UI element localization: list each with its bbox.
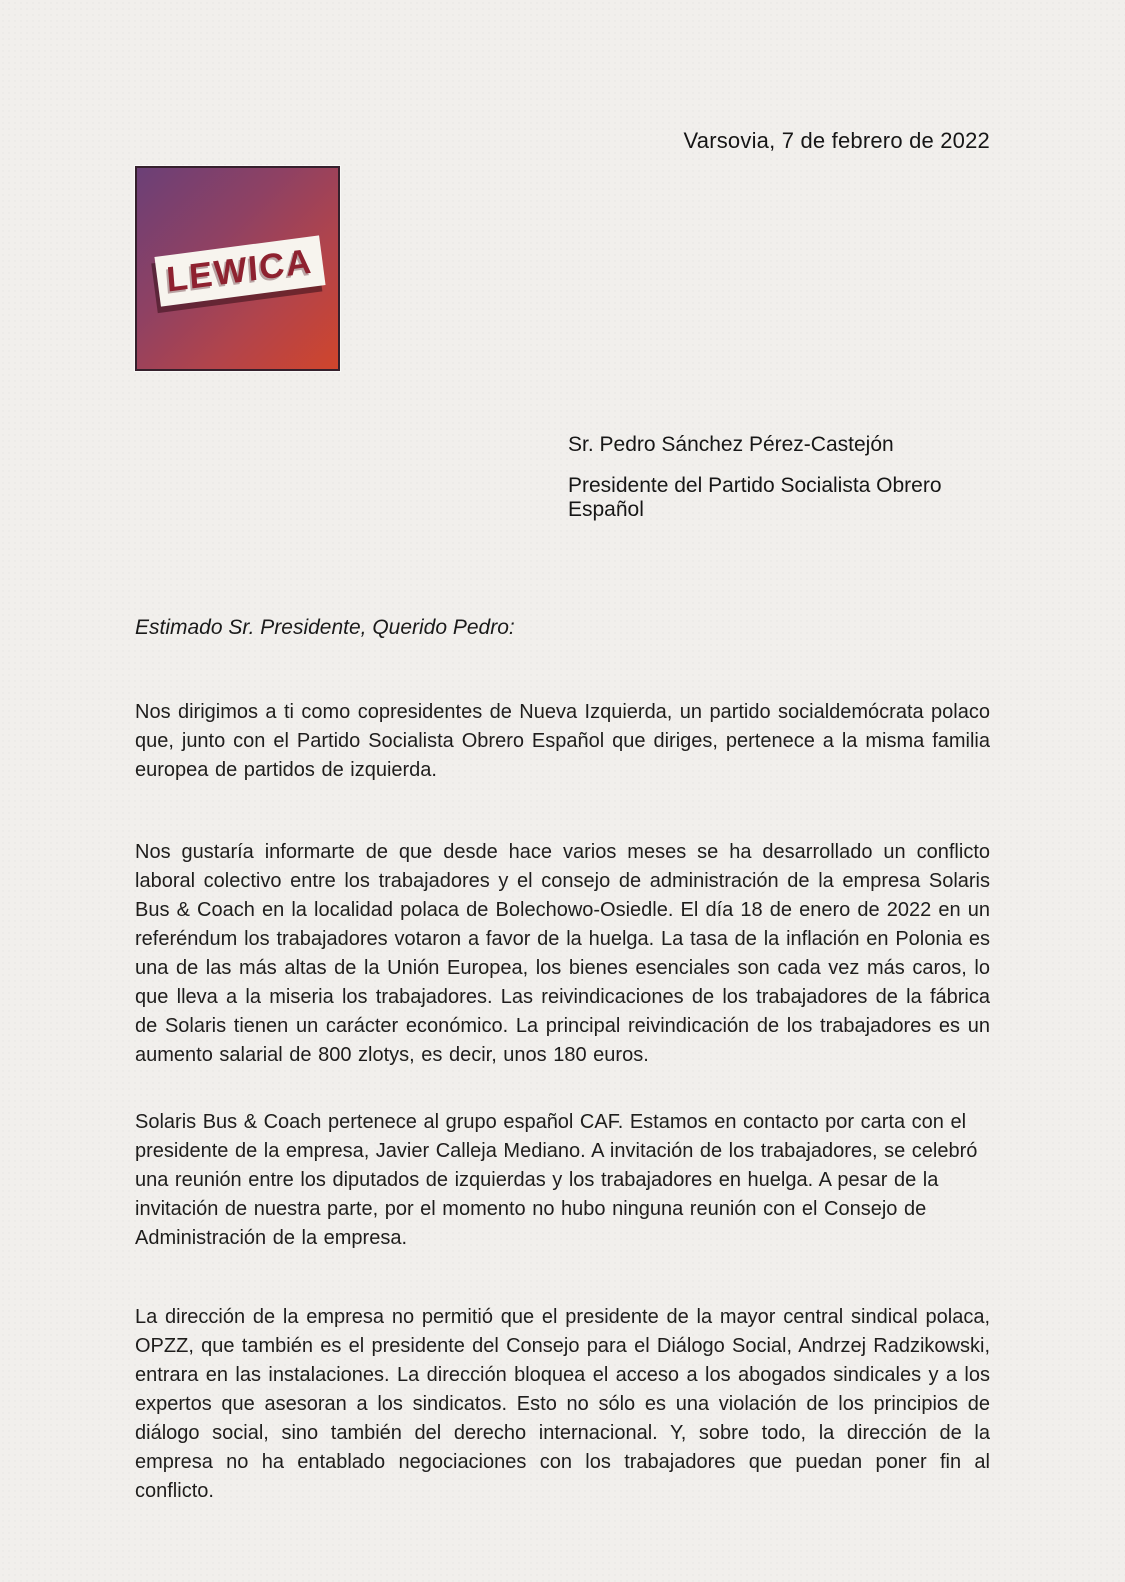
lewica-logo-banner [154, 235, 325, 306]
salutation: Estimado Sr. Presidente, Querido Pedro: [135, 616, 515, 639]
lewica-logo [135, 166, 340, 371]
paragraph-management-actions: La dirección de la empresa no permitió que el presidente de la mayor central sindical polaca, OPZZ, que también es el presidente del Consejo para el Diálogo Social, Andrzej Radzikowski, entrara en las instalaciones. La dirección bloquea el acceso a los abogados sindicales y a los expertos que asesoran a los sindicatos. Esto no sólo es una violación de los principios de diálogo social, sino también del derecho internacional. Y, sobre todo, la dirección de la empresa no ha entablado negociaciones con los trabajadores que puedan poner fin al conflicto. [135, 1306, 990, 1502]
paragraph-introduction: Nos dirigimos a ti como copresidentes de Nueva Izquierda, un partido socialdemócrata polaco que, junto con el Partido Socialista Obrero Español que diriges, pertenece a la misma familia europea de partidos de izquierda. [135, 701, 990, 781]
recipient-block [135, 433, 990, 522]
lewica-logo-text: LEWICA [165, 241, 315, 300]
recipient-name: Sr. Pedro Sánchez Pérez-Castejón [568, 433, 894, 456]
paragraph-caf-contact: Solaris Bus & Coach pertenece al grupo español CAF. Estamos en contacto por carta con el presidente de la empresa, Javier Calleja Mediano. A invitación de los trabajadores, se celebró una reunión entre los diputados de izquierdas y los trabajadores en huelga. A pesar de la invitación de nuestra parte, por el momento no hubo ninguna reunión con el Consejo de Administración de la empresa. [135, 1111, 978, 1249]
paragraph-conflict-description: Nos gustaría informarte de que desde hace varios meses se ha desarrollado un conflicto laboral colectivo entre los trabajadores y el consejo de administración de la empresa Solaris Bus & Coach en la localidad polaca de Bolechowo-Osiedle. El día 18 de enero de 2022 en un referéndum los trabajadores votaron a favor de la huelga. La tasa de la inflación en Polonia es una de las más altas de la Unión Europea, los bienes esenciales son cada vez más caros, lo que lleva a la miseria los trabajadores. Las reivindicaciones de los trabajadores de la fábrica de Solaris tienen un carácter económico. La principal reivindicación de los trabajadores es un aumento salarial de 800 zlotys, es decir, unos 180 euros. [135, 841, 990, 1066]
date-line: Varsovia, 7 de febrero de 2022 [683, 128, 990, 153]
recipient-title: Presidente del Partido Socialista Obrero Español [568, 474, 942, 521]
